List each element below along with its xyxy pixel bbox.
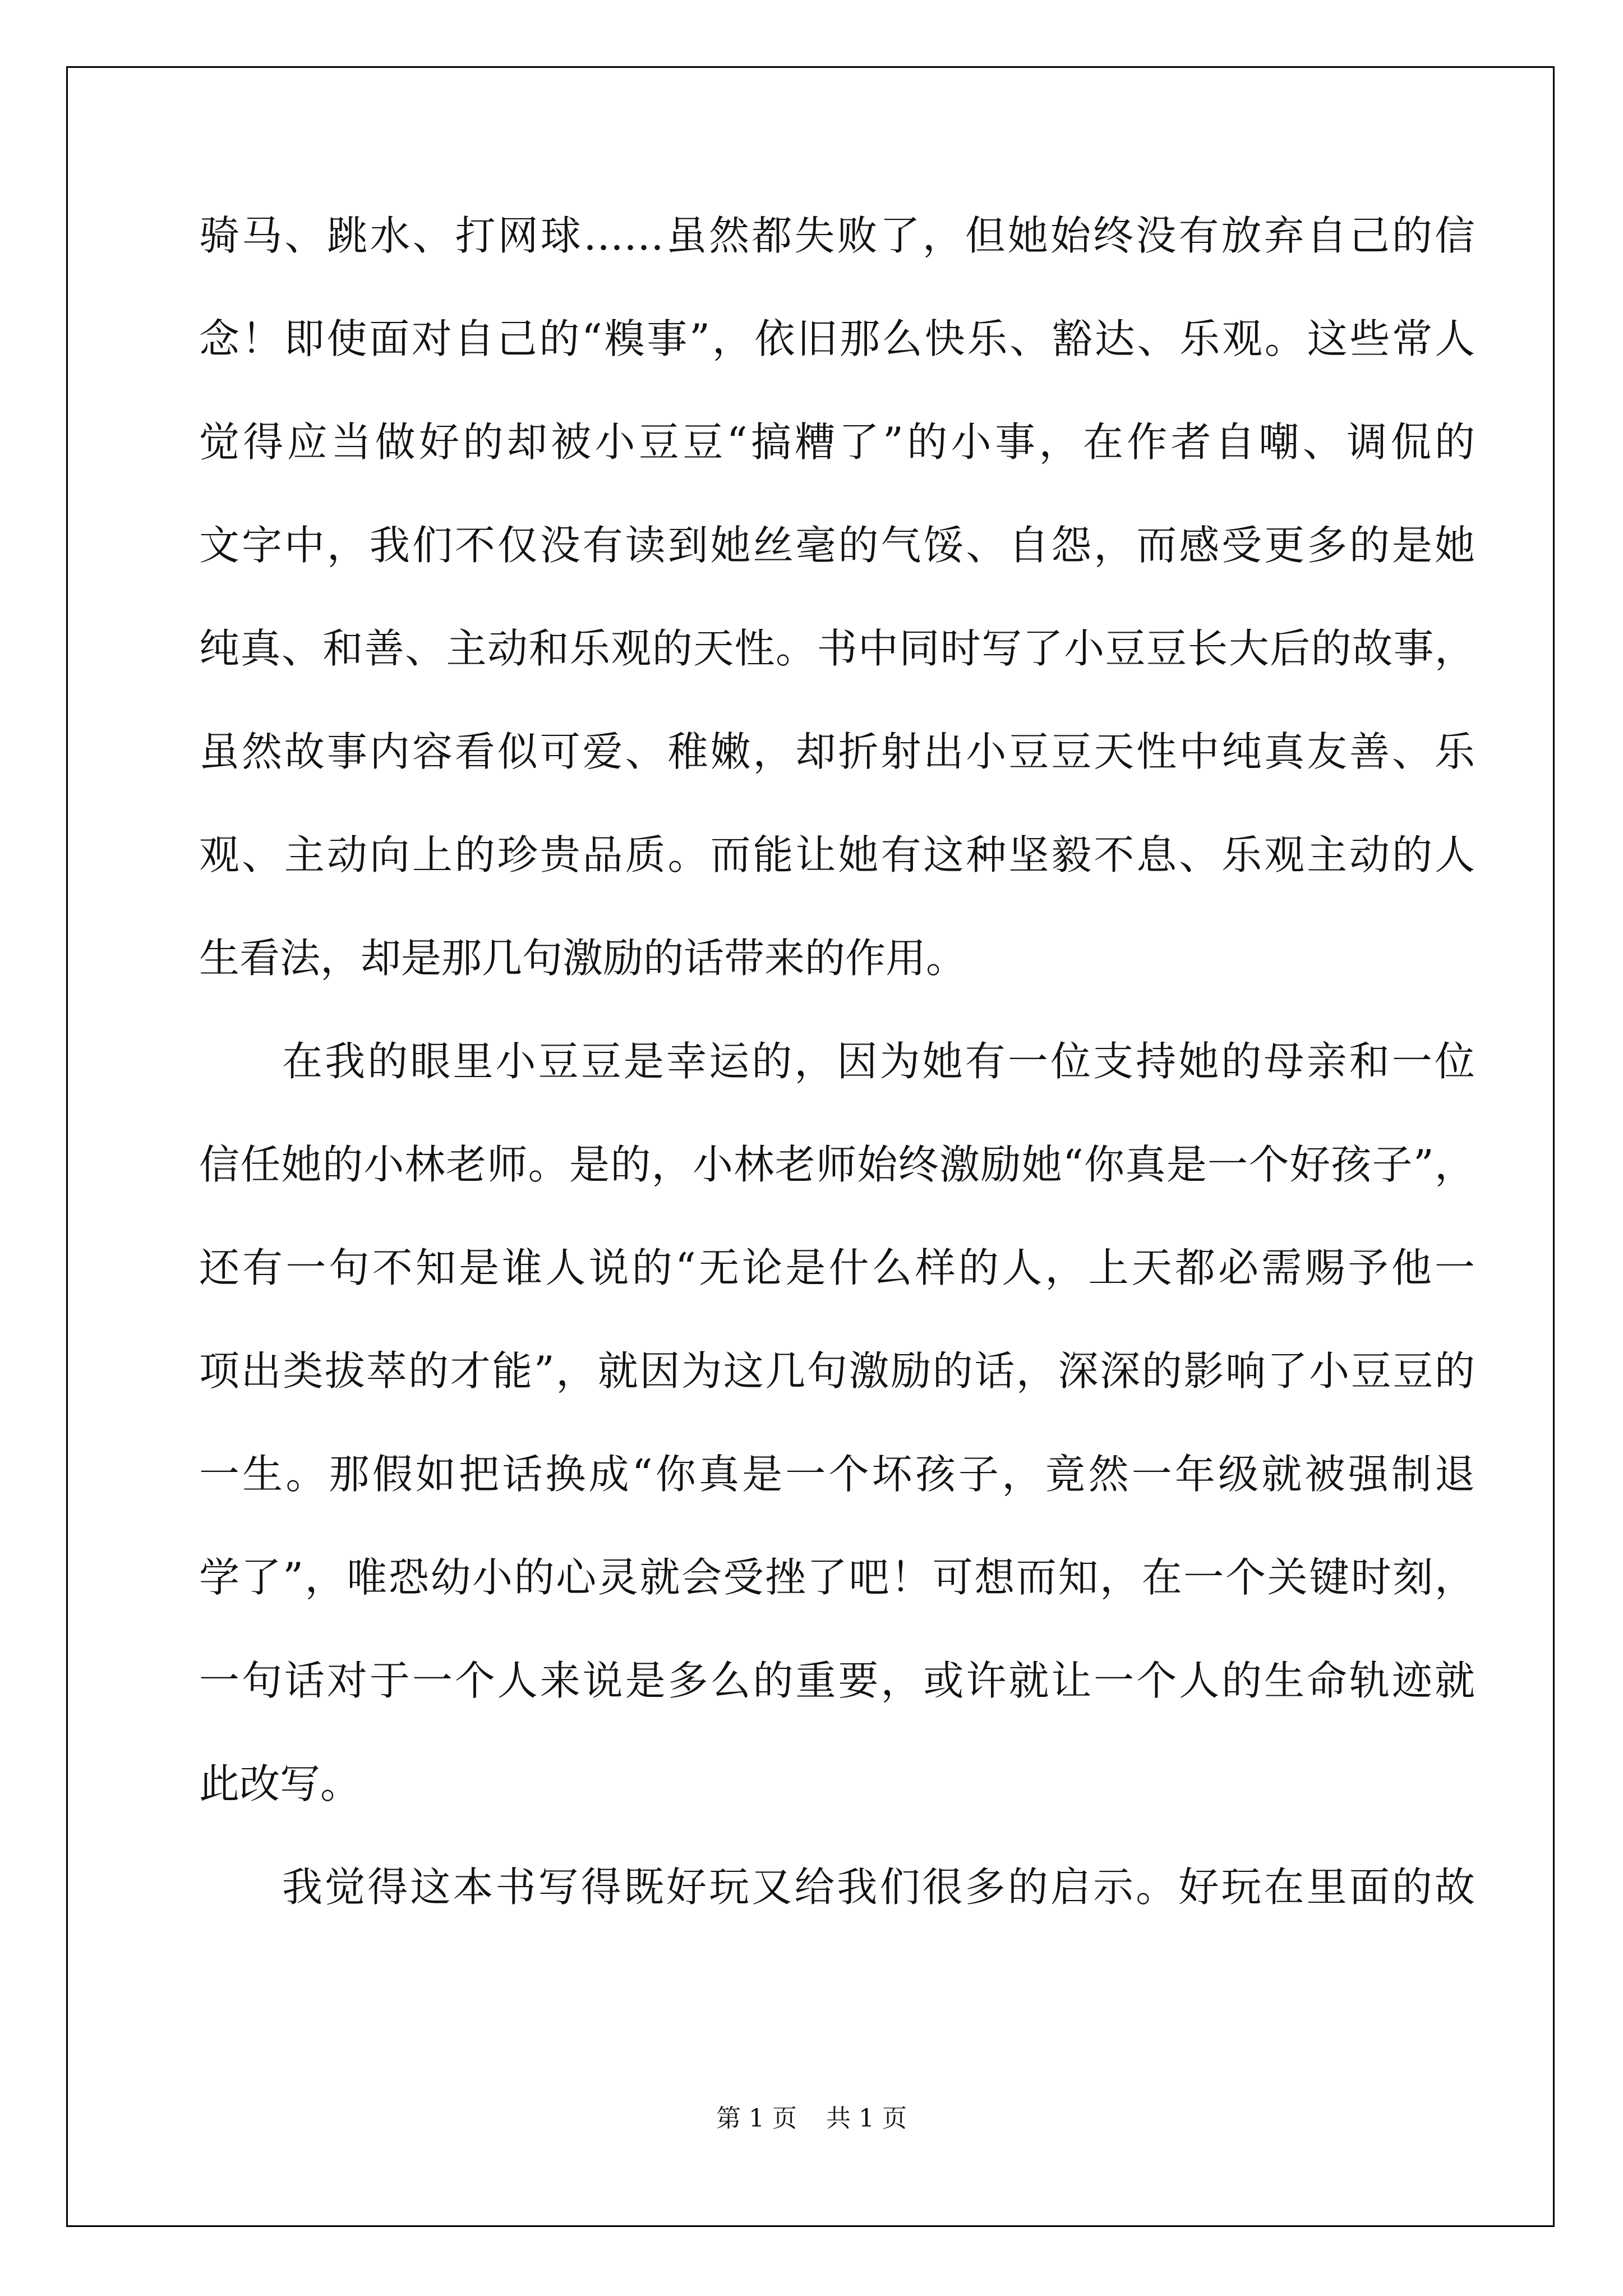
page-number: 第 1 页 [716, 2104, 797, 2133]
text-line: 在我的眼里小豆豆是幸运的，因为她有一位支持她的母亲和一位 [282, 1038, 1475, 1085]
text-line: 信任她的小林老师。是的，小林老师始终激励她“你真是一个好孩子”， [199, 1141, 1475, 1188]
text-line: 此改写。 [199, 1760, 361, 1807]
text-line: 项出类拔萃的才能”，就因为这几句激励的话，深深的影响了小豆豆的 [199, 1347, 1475, 1395]
text-line: 一生。那假如把话换成“你真是一个坏孩子，竟然一年级就被强制退 [199, 1451, 1475, 1498]
text-line: 虽然故事内容看似可爱、稚嫩，却折射出小豆豆天性中纯真友善、乐 [199, 728, 1475, 775]
text-line: 学了”，唯恐幼小的心灵就会受挫了吧！可想而知，在一个关键时刻， [199, 1554, 1475, 1601]
text-line: 文字中，我们不仅没有读到她丝毫的气馁、自怨，而感受更多的是她 [199, 522, 1475, 569]
text-line: 觉得应当做好的却被小豆豆“搞糟了”的小事，在作者自嘲、调侃的 [199, 418, 1475, 466]
text-line: 我觉得这本书写得既好玩又给我们很多的启示。好玩在里面的故 [282, 1864, 1475, 1911]
text-line: 还有一句不知是谁人说的“无论是什么样的人，上天都必需赐予他一 [199, 1244, 1475, 1291]
text-line: 一句话对于一个人来说是多么的重要，或许就让一个人的生命轨迹就 [199, 1657, 1475, 1704]
text-line: 念！即使面对自己的“糗事”，依旧那么快乐、豁达、乐观。这些常人 [199, 315, 1475, 362]
text-line: 观、主动向上的珍贵品质。而能让她有这种坚毅不息、乐观主动的人 [199, 831, 1475, 878]
document-body [199, 208, 1475, 1962]
page-total: 共 1 页 [826, 2104, 907, 2133]
text-line: 骑马、跳水、打网球……虽然都失败了，但她始终没有放弃自己的信 [199, 212, 1475, 259]
page-footer [0, 2098, 1623, 2134]
text-line: 生看法，却是那几句激励的话带来的作用。 [199, 935, 967, 982]
text-line: 纯真、和善、主动和乐观的天性。书中同时写了小豆豆长大后的故事， [199, 625, 1475, 672]
